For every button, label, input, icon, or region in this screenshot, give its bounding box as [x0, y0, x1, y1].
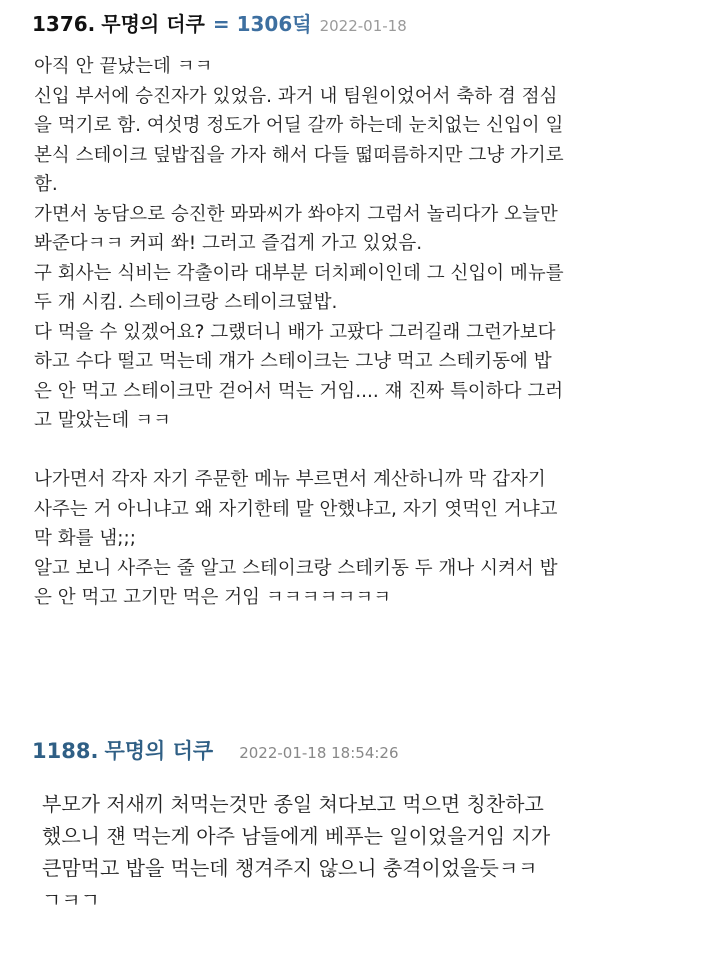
comment-header — [32, 8, 407, 40]
comment-line: 신입 부서에 승진자가 있었음. 과거 내 팀원이었어서 축하 겸 점심 — [34, 85, 558, 107]
comment-line: 알고 보니 사주는 줄 알고 스테이크랑 스테키동 두 개나 시켜서 밥 — [34, 557, 558, 579]
comment-date: 2022-01-18 18:54:26 — [239, 744, 399, 762]
comment-line: 두 개 시킴. 스테이크랑 스테이크덮밥. — [34, 292, 338, 313]
comment-date: 2022-01-18 — [319, 17, 407, 35]
comment-body — [42, 788, 710, 916]
comment-author: 무명의 더쿠 — [101, 12, 205, 36]
comment-line: 나가면서 각자 자기 주문한 메뉴 부르면서 계산하니까 막 갑자기 — [34, 469, 546, 490]
comment-line: ㄱㅋㄱ — [42, 888, 100, 912]
paragraph-spacer — [34, 436, 710, 466]
comment-line: 가면서 농담으로 승진한 뫄뫄씨가 쏴야지 그럼서 놀리다가 오늘만 — [34, 203, 558, 225]
comment-line: 아직 안 끝났는데 ㅋㅋ — [34, 56, 213, 77]
comment-line: 하고 수다 떨고 먹는데 걔가 스테이크는 그냥 먹고 스테키동에 밥 — [34, 351, 552, 372]
comment-line: 고 말았는데 ㅋㅋ — [34, 410, 171, 431]
comment-line: 은 안 먹고 스테이크만 걷어서 먹는 거임.... 쟤 진짜 특이하다 그러 — [34, 380, 564, 402]
comment-line: 은 안 먹고 고기만 먹은 거임 ㅋㅋㅋㅋㅋㅋㅋ — [34, 587, 391, 608]
comment-body — [34, 52, 710, 613]
comment-author: 무명의 더쿠 — [104, 739, 214, 763]
reply-reference-link[interactable]: = 1306덬 — [212, 12, 312, 36]
comment-1188 — [0, 728, 720, 955]
comment-number[interactable]: 1188. — [32, 739, 99, 763]
comment-line: 부모가 저새끼 처먹는것만 종일 쳐다보고 먹으면 칭찬하고 — [42, 792, 544, 816]
comment-line: 큰맘먹고 밥을 먹는데 챙겨주지 않으니 충격이었을듯ㅋㅋ — [42, 856, 538, 880]
comment-line: 구 회사는 식비는 각출이라 대부분 더치페이인데 그 신입이 메뉴를 — [34, 262, 564, 284]
comment-line: 사주는 거 아니냐고 왜 자기한테 말 안했냐고, 자기 엿먹인 거냐고 — [34, 498, 558, 520]
comment-number[interactable]: 1376. — [32, 12, 96, 36]
comment-header — [32, 735, 399, 765]
comment-line: 막 화를 냄;;; — [34, 528, 136, 549]
comment-line: 다 먹을 수 있겠어요? 그랬더니 배가 고팠다 그러길래 그런가보다 — [34, 321, 556, 343]
comment-line: 을 먹기로 함. 여섯명 정도가 어딜 갈까 하는데 눈치없는 신입이 일 — [34, 115, 564, 136]
comment-line: 함. — [34, 174, 58, 195]
comment-line: 했으니 쟨 먹는게 아주 남들에게 베푸는 일이었을거임 지가 — [42, 824, 551, 848]
comment-line: 본식 스테이크 덮밥집을 가자 해서 다들 떫떠름하지만 그냥 가기로 — [34, 144, 564, 166]
comment-line: 봐준다ㅋㅋ 커피 쏴! 그러고 즐겁게 가고 있었음. — [34, 233, 423, 254]
